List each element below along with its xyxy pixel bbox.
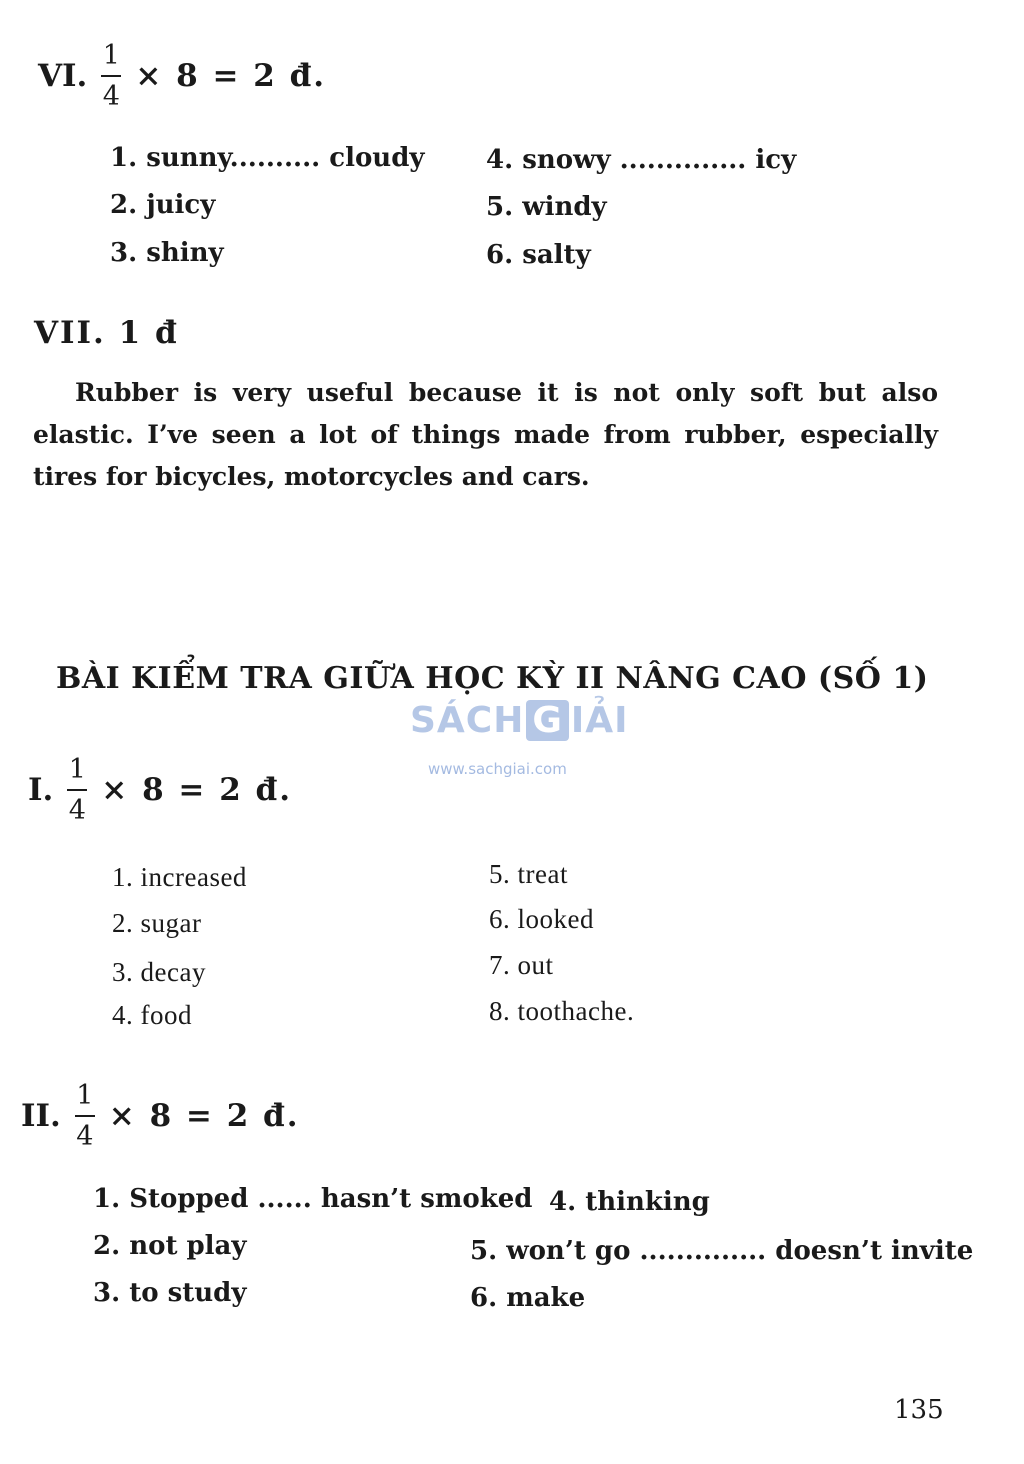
fraction-denominator: 4 (76, 1121, 94, 1152)
fraction-numerator: 1 (68, 754, 86, 785)
section-vii-heading: VII. 1 đ (34, 315, 179, 351)
section-ii-fraction (75, 1082, 95, 1150)
section-i-fraction (67, 756, 87, 824)
list-item: 3. shiny (110, 238, 224, 268)
fraction-denominator: 4 (68, 795, 86, 826)
page-number: 135 (894, 1395, 944, 1425)
list-item: 8. toothache. (489, 996, 635, 1026)
section-i-formula: × 8 = 2 đ. (101, 772, 293, 808)
list-item: 7. out (489, 950, 554, 980)
list-item: 6. make (470, 1283, 586, 1313)
section-vi-fraction (101, 42, 121, 110)
list-item: 4. snowy .............. icy (486, 145, 797, 175)
fraction-numerator: 1 (76, 1080, 94, 1111)
fraction-bar (67, 789, 87, 791)
watermark-g-icon: G (526, 700, 569, 741)
list-item: 1. sunny.......... cloudy (110, 143, 425, 173)
list-item: 2. sugar (112, 908, 202, 938)
watermark-logo-right: IẢI (570, 700, 629, 741)
list-item: 4. food (112, 1000, 192, 1030)
section-ii-formula: × 8 = 2 đ. (108, 1098, 300, 1134)
list-item: 2. juicy (110, 190, 216, 220)
section-ii-heading (21, 1082, 300, 1150)
section-vi-label: VI. (38, 58, 88, 94)
list-item: 4. thinking (549, 1187, 710, 1217)
fraction-numerator: 1 (102, 40, 120, 71)
fraction-denominator: 4 (102, 81, 120, 112)
list-item: 1. Stopped ...... hasn’t smoked (93, 1184, 533, 1214)
list-item: 1. increased (112, 862, 247, 892)
page-title: BÀI KIỂM TRA GIỮA HỌC KỲ II NÂNG CAO (SỐ 1) (56, 661, 929, 696)
section-i-heading (28, 756, 292, 824)
section-vi-formula: × 8 = 2 đ. (135, 58, 327, 94)
section-ii-label: II. (21, 1098, 61, 1134)
fraction-bar (75, 1115, 95, 1117)
list-item: 2. not play (93, 1231, 247, 1261)
list-item: 6. salty (486, 240, 591, 270)
paragraph-text: Rubber is very useful because it is not only soft but also elastic. I’ve seen a lot of things made from rubber, especially tires for bicycles, motorcycles and cars. (33, 378, 938, 491)
list-item: 3. decay (112, 957, 206, 987)
list-item: 5. treat (489, 859, 568, 889)
section-vii-paragraph (33, 372, 938, 498)
section-vi-heading (38, 42, 326, 110)
watermark-logo (410, 700, 629, 741)
list-item: 5. won’t go .............. doesn’t invite (470, 1236, 974, 1266)
section-i-label: I. (28, 772, 54, 808)
watermark-logo-left: SÁCH (410, 700, 525, 741)
fraction-bar (101, 75, 121, 77)
list-item: 5. windy (486, 192, 607, 222)
list-item: 3. to study (93, 1278, 247, 1308)
watermark-url: www.sachgiai.com (428, 760, 567, 778)
list-item: 6. looked (489, 904, 594, 934)
